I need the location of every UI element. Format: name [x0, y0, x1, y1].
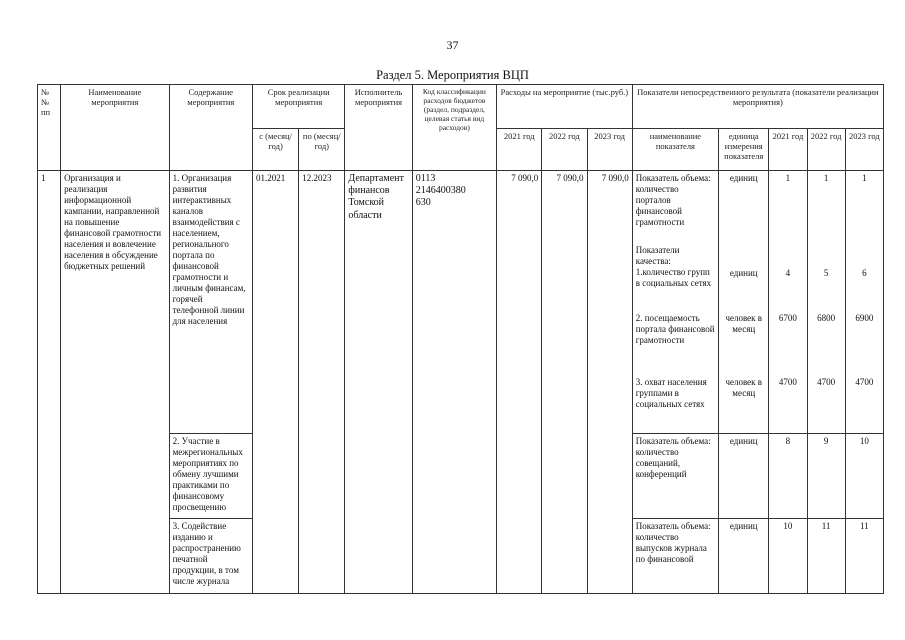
- indicator-value-2021: 8: [769, 434, 807, 519]
- header-name: Наименование мероприятия: [61, 85, 170, 171]
- row-exp-2023: 7 090,0: [587, 171, 632, 594]
- indicator-unit: единиц: [719, 519, 769, 594]
- header-executor: Исполнитель мероприятия: [345, 85, 412, 171]
- row-num: 1: [38, 171, 61, 594]
- indicator-value-2021: 6700: [778, 313, 797, 323]
- header-num: № № пп: [38, 85, 61, 171]
- indicator-unit: единиц: [729, 173, 758, 183]
- indicator-value-2021: 10: [769, 519, 807, 594]
- row-name: Организация и реализация информационной кампании, направленной на повышение финансовой грамотности населения и вовлечение населения в обсуждение бюджетных решений: [61, 171, 170, 594]
- activities-table: [37, 84, 884, 594]
- indicator-name: 3. охват населения группами в социальных сетях: [635, 377, 707, 409]
- indicator-value-2023: 6: [862, 268, 867, 278]
- indicator-name: Показатель объема: количество совещаний, конференций: [632, 434, 718, 519]
- sub1-content: 1. Организация развития интерактивных каналов взаимодействия с населением, регионального портала по финансовой грамотности и личным финансам, горячей телефонной линии для населения: [169, 171, 252, 434]
- section-title: Раздел 5. Мероприятия ВЦП: [376, 68, 529, 82]
- sub1-ind-2023: [845, 171, 883, 434]
- sub2-content: 2. Участие в межрегиональных мероприятиях по обмену лучшими практиками по финансовому просвещению: [169, 434, 252, 519]
- indicator-value-2022: 5: [823, 268, 829, 278]
- header-code: Код классификации расходов бюджетов (раздел, подраздел, целевая статья вид расходов): [412, 85, 496, 171]
- sub1-ind-2021: [769, 171, 807, 434]
- indicator-value-2021: 4700: [778, 377, 797, 387]
- row-exp-2021: 7 090,0: [497, 171, 542, 594]
- page-number: 37: [446, 38, 459, 52]
- indicator-value-2021: 1: [785, 173, 791, 183]
- header-indicators: Показатели непосредственного результата (показатели реализации мероприятия): [632, 85, 883, 129]
- sub3-content: 3. Содействие изданию и распространению печатной продукции, в том числе журнала: [169, 519, 252, 594]
- indicator-unit: единиц: [719, 434, 769, 519]
- indicator-value-2022: 6800: [817, 313, 836, 323]
- indicator-value-2023: 10: [845, 434, 883, 519]
- indicator-unit: человек в месяц: [725, 377, 763, 398]
- indicator-value-2023: 4700: [855, 377, 874, 387]
- indicator-name: 2. посещаемость портала финансовой грамотности: [635, 313, 715, 345]
- header-exp-2023: 2023 год: [587, 129, 632, 171]
- indicator-name: Показатель объема: количество порталов финансовой грамотности: [635, 173, 711, 227]
- indicator-value-2022: 1: [823, 173, 829, 183]
- row-period-to: 12.2023: [299, 171, 345, 594]
- indicator-name: Показатели качества: 1.количество групп в социальных сетях: [635, 245, 712, 288]
- indicator-unit: человек в месяц: [725, 313, 763, 334]
- sub1-ind-2022: [807, 171, 845, 434]
- indicator-name: Показатель объема: количество выпусков журнала по финансовой: [632, 519, 718, 594]
- indicator-value-2021: 4: [785, 268, 791, 278]
- sub1-ind-units: [719, 171, 769, 434]
- sub1-ind-names: [632, 171, 718, 434]
- row-period-from: 01.2021: [252, 171, 298, 594]
- indicator-value-2023: 11: [845, 519, 883, 594]
- indicator-value-2023: 1: [862, 173, 867, 183]
- header-exp-2022: 2022 год: [542, 129, 587, 171]
- header-ind-2023: 2023 год: [845, 129, 883, 171]
- row-code-text: 0113 2146400380 630: [415, 173, 466, 209]
- indicator-value-2022: 11: [807, 519, 845, 594]
- header-ind-name: наименование показателя: [632, 129, 718, 171]
- row-executor: Департамент финансов Томской области: [345, 171, 412, 594]
- header-period-to: по (месяц/ год): [299, 129, 345, 171]
- table-row: [38, 171, 884, 434]
- header-ind-2022: 2022 год: [807, 129, 845, 171]
- header-exp-2021: 2021 год: [497, 129, 542, 171]
- header-period-from: с (месяц/ год): [252, 129, 298, 171]
- indicator-unit: единиц: [729, 268, 758, 278]
- header-content: Содержание мероприятия: [169, 85, 252, 171]
- header-period: Срок реализации мероприятия: [252, 85, 344, 129]
- header-ind-2021: 2021 год: [769, 129, 807, 171]
- header-ind-unit: единица измерения показателя: [719, 129, 769, 171]
- header-expenses: Расходы на мероприятие (тыс.руб.): [497, 85, 633, 129]
- row-exp-2022: 7 090,0: [542, 171, 587, 594]
- indicator-value-2023: 6900: [855, 313, 874, 323]
- row-code: [412, 171, 496, 594]
- indicator-value-2022: 9: [807, 434, 845, 519]
- indicator-value-2022: 4700: [817, 377, 836, 387]
